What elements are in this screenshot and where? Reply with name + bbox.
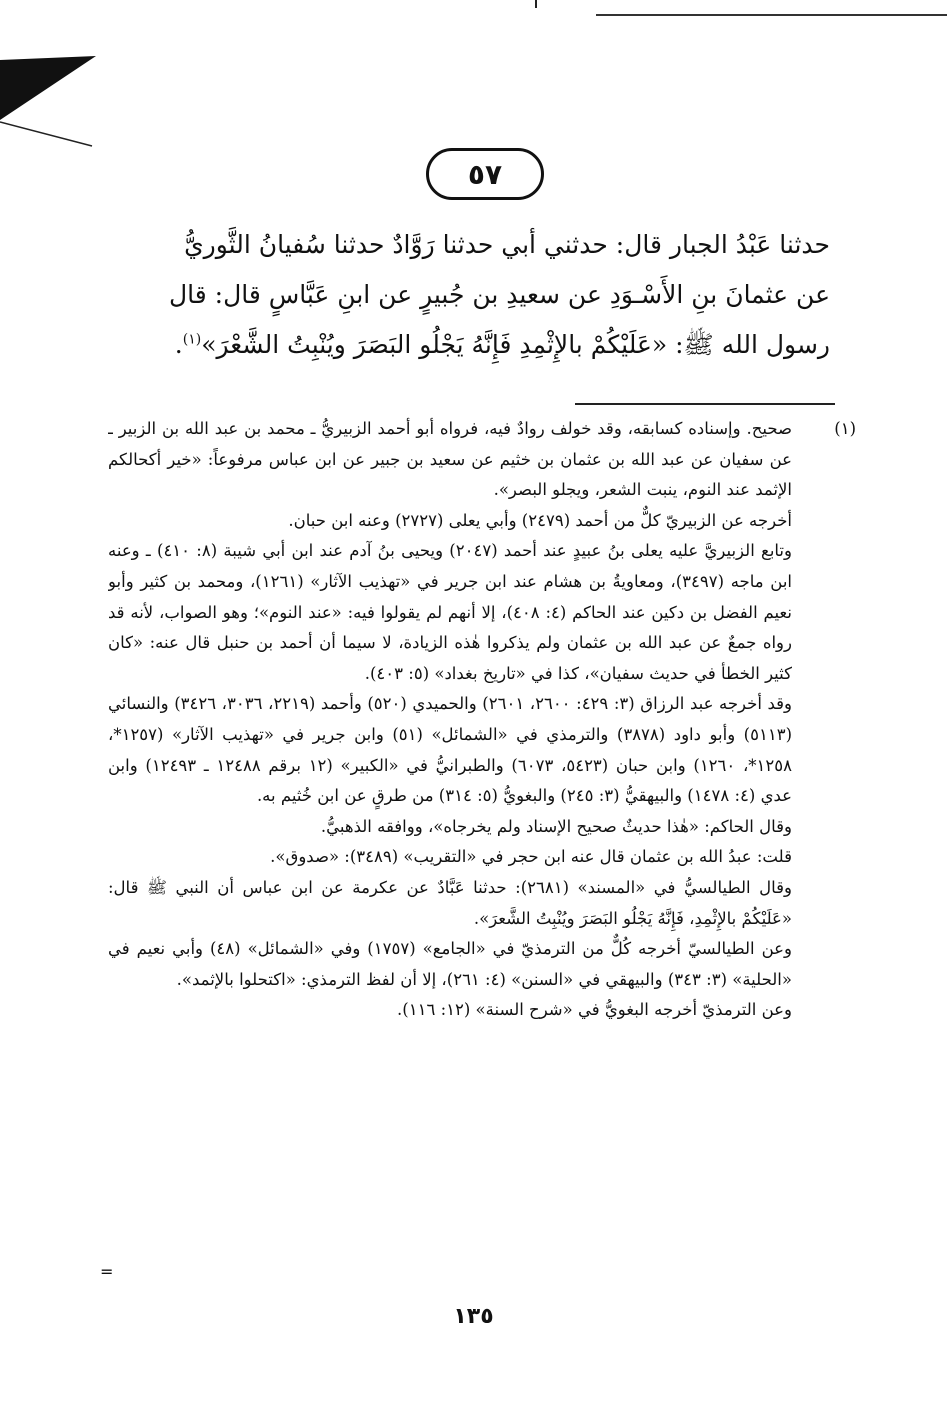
hadith-text <box>108 220 830 370</box>
footnote-paragraph: أخرجه عن الزبيريّ كلٌّ من أحمد (٢٤٧٩) وأبي يعلى (٢٧٢٧) وعنه ابن حبان. <box>288 510 792 530</box>
footnote-paragraph: قلت: عبدُ الله بن عثمان قال عنه ابن حجر في «التقريب» (٣٤٨٩): «صدوق». <box>270 847 792 867</box>
hadith-line <box>108 320 830 370</box>
footnote-paragraph: وقد أخرجه عبد الرزاق (٣: ٤٢٩: ٢٦٠٠، ٢٦٠١) والحميدي (٥٢٠) وأحمد (٢٢١٩، ٣٠٣٦، ٣٤٢٦) والنسائي (٥١١٣) وأبو داود (٣٨٧٨) والترمذي في «الشمائل» (٥١) وابن جرير في «تهذيب الآثار» (١٢٥٧*، ١٢٥٨*، ١٢٦٠) وابن حبان (٥٤٢٣، ٦٠٧٣) والطبرانيُّ في «الكبير» (١٢ برقم ١٢٤٨٨ ـ ١٢٤٩٣) وابن عدي (٤: ١٤٧٨) والبيهقيُّ (٣: ٢٤٥) والبغويُّ (٥: ٣١٤) من طرقٍ عن ابن خُثيم به. <box>108 694 793 806</box>
footnote-separator <box>575 403 835 405</box>
footnote-body <box>108 414 792 1026</box>
footnote-reference: (١) <box>182 331 202 348</box>
hadith-line-text: رسول الله ﷺ: «عَلَيْكُمْ بالإِثْمِدِ فَإِنَّهُ يَجْلُو البَصَرَ ويُنْبِتُ الشَّعْرَ» <box>201 330 830 359</box>
scan-mark <box>535 0 537 8</box>
footnote-paragraph: وعن الطيالسيّ أخرجه كُلٌّ من الترمذيّ في «الجامع» (١٧٥٧) وفي «الشمائل» (٤٨) وأبي نعيم في «الحلية» (٣: ٣٤٣) والبيهقي في «السنن» (٤: ٢٦١)، إلا أن لفظ الترمذي: «اكتحلوا بالإثمد». <box>108 939 792 989</box>
top-rule <box>596 14 947 16</box>
continuation-mark: = <box>100 1262 114 1281</box>
hadith-end-mark: . <box>174 330 183 359</box>
footnote-number: (١) <box>834 419 856 438</box>
page-number: ١٣٥ <box>453 1304 494 1329</box>
hadith-number: ٥٧ <box>467 157 503 191</box>
hadith-number-badge <box>426 148 544 200</box>
footnote-paragraph: وقال الطيالسيُّ في «المسند» (٢٦٨١): حدثنا عَبَّادٌ عن عكرمة عن ابن عباس أن النبي ﷺ قال: «عَلَيْكُمْ بالإِثْمِدِ، فَإِنَّهُ يَجْلُو البَصَرَ ويُنْبِتُ الشَّعرَ». <box>108 877 792 928</box>
footnote-paragraph: صحيح. وإسناده كسابقه، وقد خولف روادٌ فيه، فرواه أبو أحمد الزبيريُّ ـ محمد بن عبد الله بن الزبير ـ عن سفيان عن عبد الله بن عثمان بن خثيم عن سعيد بن جبير عن ابن عباس مرفوعاً: «خير أكحالكم الإثمد عند النوم، ينبت الشعر، ويجلو البصر». <box>108 419 792 500</box>
footnote-paragraph: وقال الحاكم: «هٰذا حديثٌ صحيح الإسناد ولم يخرجاه»، ووافقه الذهبيُّ. <box>320 816 792 836</box>
hadith-line: حدثنا عَبْدُ الجبار قال: حدثني أبي حدثنا رَوَّادٌ حدثنا سُفيانُ الثَّوريُّ <box>184 230 830 259</box>
footnote-block <box>108 414 856 1294</box>
hadith-line: عن عثمانَ بنِ الأَسْـوَدِ عن سعيدِ بن جُبيرٍ عن ابنِ عَبَّاسٍ قال: قال <box>168 280 830 309</box>
footnote-paragraph: وعن الترمذيّ أخرجه البغويُّ في «شرح السنة» (١٢: ١١٦). <box>397 1000 792 1020</box>
scan-corner-mark <box>0 40 100 150</box>
footnote-paragraph: وتابع الزبيريَّ عليه يعلى بنُ عبيدٍ عند أحمد (٢٠٤٧) ويحيى بنُ آدم عند ابن أبي شيبة (٨: ٤١٠) ـ وعنه ابن ماجه (٣٤٩٧)، ومعاويةُ بن هشام عند ابن جرير في «تهذيب الآثار» (١٢٦١)، ومحمد بن كثير وأبو نعيم الفضل بن دكين عند الحاكم (٤: ٤٠٨)، إلا أنهم لم يقولوا فيه: «عند النوم»؛ وهو الصواب، لأنه قد رواه جمعٌ عن عبد الله بن عثمان ولم يذكروا هٰذه الزيادة، لا سيما أن أحمد بن حنبل قال عنه: «كان كثير الخطأ في حديث سفيان»، كذا في «تاريخ بغداد» (٥: ٤٠٣). <box>108 541 793 683</box>
